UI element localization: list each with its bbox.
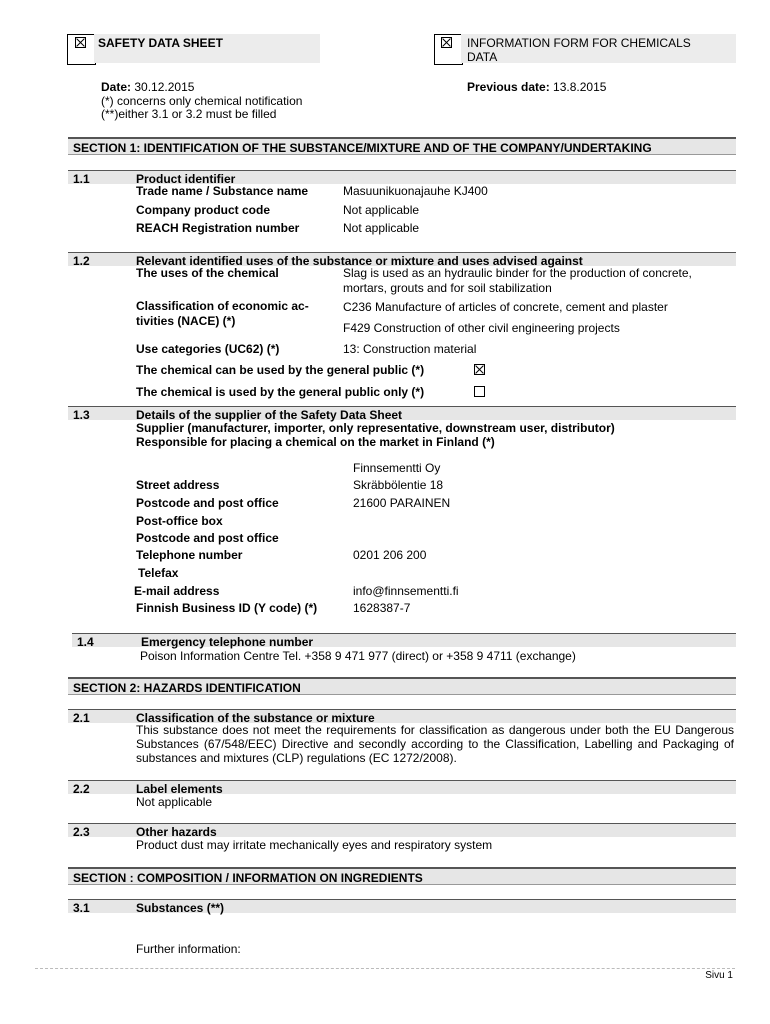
company-code-label: Company product code [136, 203, 271, 217]
previous-date-row [467, 80, 606, 94]
sds-checkbox-checked[interactable] [75, 37, 86, 48]
postcode-label: Postcode and post office [136, 496, 279, 510]
public-only-checkbox[interactable] [474, 386, 485, 397]
s11-heading: Product identifier [134, 170, 736, 184]
date-row [101, 80, 194, 94]
uses-label: The uses of the chemical [136, 266, 279, 280]
info-form-title-line2: DATA [467, 50, 498, 64]
previous-date-value: 13.8.2015 [553, 80, 607, 94]
s23-heading: Other hazards [134, 823, 736, 837]
uses-value-line2: mortars, grouts and for soil stabilization [343, 281, 552, 295]
company-code-value: Not applicable [343, 203, 420, 217]
street-value: Skräbbölentie 18 [353, 478, 444, 492]
public-can-checkbox-checked[interactable] [474, 364, 485, 375]
label-elements-text: Not applicable [136, 795, 213, 809]
classification-text: This substance does not meet the requirements for classification as dangerous under both the EU Dangerous Substances (67/548/EEC) Directive and secondly according to the Classification, Labelling and Packaging of substances and mixtures (CLP) regulations (EC 1272/2008). [136, 723, 734, 765]
email-value: info@finnsementti.fi [353, 584, 459, 598]
postcode2-label: Postcode and post office [136, 531, 279, 545]
reach-label: REACH Registration number [136, 221, 300, 235]
s14-number: 1.4 [72, 633, 139, 647]
trade-name-value: Masuunikuonajauhe KJ400 [343, 184, 488, 198]
telefax-label: Telefax [138, 566, 179, 580]
email-label: E-mail address [134, 584, 220, 598]
s22-number: 2.2 [68, 780, 134, 794]
nace-label-line1: Classification of economic ac- [136, 299, 309, 313]
s21-number: 2.1 [68, 709, 134, 723]
nace-label-line2: tivities (NACE) (*) [136, 314, 236, 328]
s21-heading: Classification of the substance or mixture [134, 709, 736, 723]
use-category-label: Use categories (UC62) (*) [136, 342, 280, 356]
nace-value-1: C236 Manufacture of articles of concrete, cement and plaster [343, 300, 668, 314]
sds-title: SAFETY DATA SHEET [98, 36, 223, 50]
previous-date-label: Previous date: [467, 80, 550, 94]
page-number: Sivu 1 [705, 970, 733, 981]
s14-heading: Emergency telephone number [139, 633, 736, 647]
emergency-text: Poison Information Centre Tel. +358 9 471 977 (direct) or +358 9 4711 (exchange) [140, 649, 576, 663]
company-name: Finnsementti Oy [353, 461, 441, 475]
s31-number: 3.1 [68, 899, 134, 913]
uses-value-line1: Slag is used as an hydraulic binder for the production of concrete, [343, 266, 692, 280]
supplier-subheading: Supplier (manufacturer, importer, only representative, downstream user, distributor) [136, 421, 615, 435]
pobox-label: Post-office box [136, 514, 223, 528]
business-id-label: Finnish Business ID (Y code) (*) [136, 601, 318, 615]
info-form-title-line1: INFORMATION FORM FOR CHEMICALS [467, 36, 691, 50]
street-label: Street address [136, 478, 220, 492]
note-chemical-notification: (*) concerns only chemical notification [101, 94, 303, 108]
public-only-label: The chemical is used by the general public only (*) [136, 385, 425, 399]
further-information-label: Further information: [136, 942, 241, 956]
note-either-filled: (**)either 3.1 or 3.2 must be filled [101, 107, 277, 121]
info-form-checkbox-checked[interactable] [441, 37, 452, 48]
s11-number: 1.1 [68, 170, 134, 184]
s13-heading: Details of the supplier of the Safety Data Sheet [134, 406, 736, 420]
reach-value: Not applicable [343, 221, 420, 235]
section3-title: SECTION : COMPOSITION / INFORMATION ON INGREDIENTS [68, 867, 736, 885]
postcode-value: 21600 PARAINEN [353, 496, 451, 510]
public-can-label: The chemical can be used by the general public (*) [136, 363, 425, 377]
business-id-value: 1628387-7 [353, 601, 411, 615]
s31-heading: Substances (**) [134, 899, 736, 913]
date-value: 30.12.2015 [134, 80, 195, 94]
s12-heading: Relevant identified uses of the substance or mixture and uses advised against [134, 252, 736, 266]
date-label: Date: [101, 80, 132, 94]
section1-title: SECTION 1: IDENTIFICATION OF THE SUBSTANCE/MIXTURE AND OF THE COMPANY/UNDERTAKING [68, 137, 736, 155]
telephone-label: Telephone number [136, 548, 243, 562]
nace-value-2: F429 Construction of other civil engineering projects [343, 321, 620, 335]
s13-number: 1.3 [68, 406, 134, 420]
telephone-value: 0201 206 200 [353, 548, 427, 562]
section2-title: SECTION 2: HAZARDS IDENTIFICATION [68, 677, 736, 695]
use-category-value: 13: Construction material [343, 342, 477, 356]
other-hazards-text: Product dust may irritate mechanically eyes and respiratory system [136, 838, 493, 852]
s22-heading: Label elements [134, 780, 736, 794]
s12-number: 1.2 [68, 252, 134, 266]
trade-name-label: Trade name / Substance name [136, 184, 309, 198]
s23-number: 2.3 [68, 823, 134, 837]
responsible-subheading: Responsible for placing a chemical on the market in Finland (*) [136, 435, 495, 449]
footer-divider [35, 968, 735, 969]
